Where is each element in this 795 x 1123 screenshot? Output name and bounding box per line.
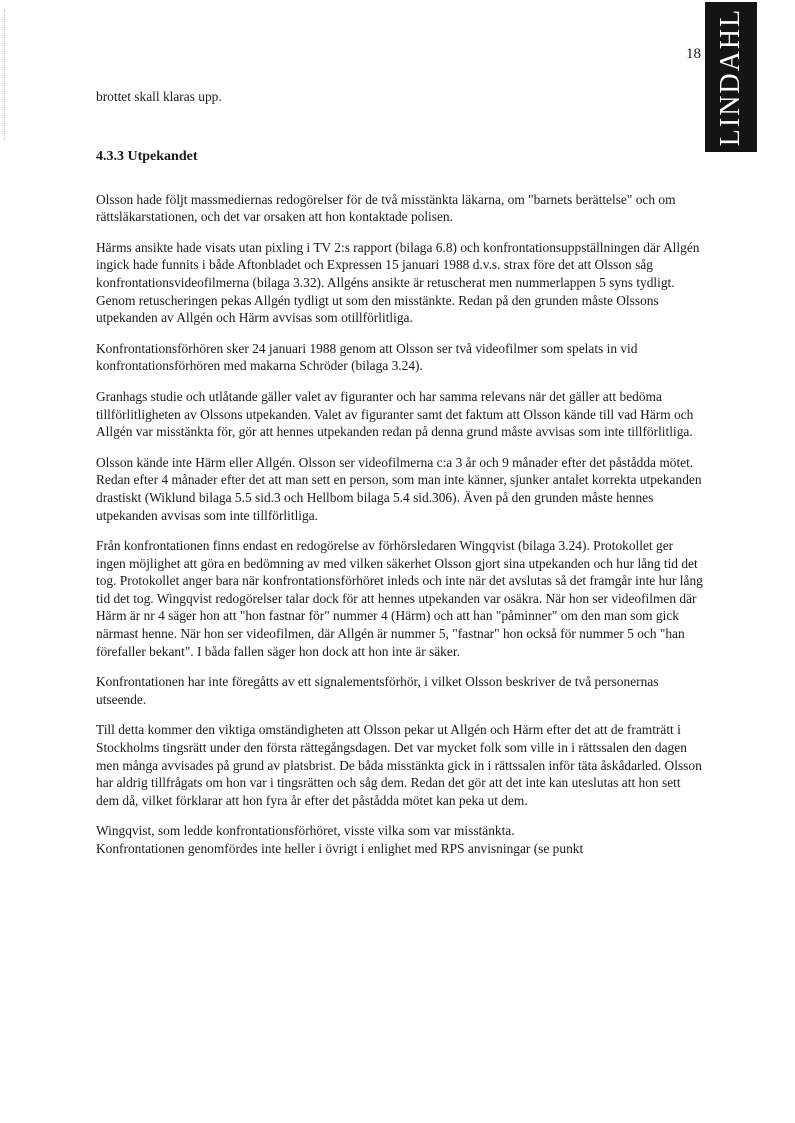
section-title: 4.3.3 Utpekandet	[96, 148, 198, 164]
document-body	[96, 88, 706, 871]
paragraph-3: Konfrontationsförhören sker 24 januari 1988 genom att Olsson ser två videofilmer som spelats in vid konfrontationsförhören med makarna Schröder (bilaga 3.24).	[96, 340, 638, 374]
paragraph-2: Härms ansikte hade visats utan pixling i TV 2:s rapport (bilaga 6.8) och konfrontationsuppställningen där Allgén ingick hade funnits i både Aftonbladet och Expressen 15 januari 1988 d.v.s. strax före det att Olsson såg konfrontationsvideofilmerna (bilaga 3.32). Allgéns ansikte är retuscherat men nummerlappen 5 syns tydligt. Genom retuscheringen pekas Allgén tydligt ut som den misstänkte. Redan på den grunden måste Olssons utpekanden av Allgén och Härm avvisas som otillförlitliga.	[96, 239, 700, 326]
page-number: 18	[686, 46, 701, 62]
paragraph-9-line-2: Konfrontationen genomfördes inte heller i övrigt i enlighet med RPS anvisningar (se punkt	[96, 841, 584, 856]
paragraph-8: Till detta kommer den viktiga omständigheten att Olsson pekar ut Allgén och Härm efter det att de framträtt i Stockholms tingsrätt under den första rättegångsdagen. Det var mycket folk som ville in i rättssalen den dagen men många avvisades på grund av platsbrist. De båda misstänkta gick in i rättssalen inför täta åskådarled. Olsson har aldrig tillfrågats om hon var i tingsrätten och såg dem. Redan det gör att det inte kan uteslutas att hon sett dem då, vilket förklarar att hon fyra år efter det påstådda mötet kan peka ut dem.	[96, 722, 702, 808]
paragraph-1: Olsson hade följt massmediernas redogörelser för de två misstänkta läkarna, om "barnets berättelse" och om rättsläkarstationen, och det var orsaken att hon kontaktade polisen.	[96, 191, 676, 225]
margin-dotted-line	[4, 10, 6, 140]
paragraph-6: Från konfrontationen finns endast en redogörelse av förhörsledaren Wingqvist (bilaga 3.24). Protokollet ger ingen möjlighet att göra en bedömning av med vilken säkerhet Olsson gjort sina utpekanden och hur lång tid det tog. Protokollet anger bara när konfrontationsförhöret inleds och inte när det avslutas så det framgår inte hur lång tid det tog. Wingqvist redogörelser talar dock för att hennes utpekanden var osäkra. När hon ser videofilmen där Härm är nr 4 säger hon att "hon fastnar för" nummer 4 (Härm) och att han "påminner" om den man som gick närmast henne. När hon ser videofilmen, där Allgén är nummer 5, "fastnar" hon också för nummer 5 och "han förefaller bekant". I båda fallen säger hon dock att hon inte är säker.	[96, 538, 703, 659]
brand-logo-text: LINDAHL	[715, 7, 747, 147]
intro-line: brottet skall klaras upp.	[96, 89, 222, 104]
paragraph-4: Granhags studie och utlåtande gäller valet av figuranter och har samma relevans när det gäller att bedöma tillförlitligheten av Olssons utpekanden. Valet av figuranter samt det faktum att Olsson kände till vad Härm och Allgén var misstänkta för, gör att hennes utpekanden redan på denna grund måste avvisas som inte tillförlitliga.	[96, 388, 694, 440]
brand-tab	[705, 2, 757, 152]
paragraph-7: Konfrontationen har inte föregåtts av ett signalementsförhör, i vilket Olsson beskriver de två personernas utseende.	[96, 674, 659, 707]
paragraph-9-line-1: Wingqvist, som ledde konfrontationsförhöret, visste vilka som var misstänkta.	[96, 823, 515, 839]
paragraph-5: Olsson kände inte Härm eller Allgén. Olsson ser videofilmerna c:a 3 år och 9 månader efter det påstådda mötet. Redan efter 4 månader efter det att man sett en person, som man inte känner, sjunker antalet korrekta utpekanden drastiskt (Wiklund bilaga 5.5 sid.3 och Hellbom bilaga 5.4 sid.306). Även på den grunden måste hennes utpekanden avvisas som inte tillförlitliga.	[96, 454, 702, 523]
